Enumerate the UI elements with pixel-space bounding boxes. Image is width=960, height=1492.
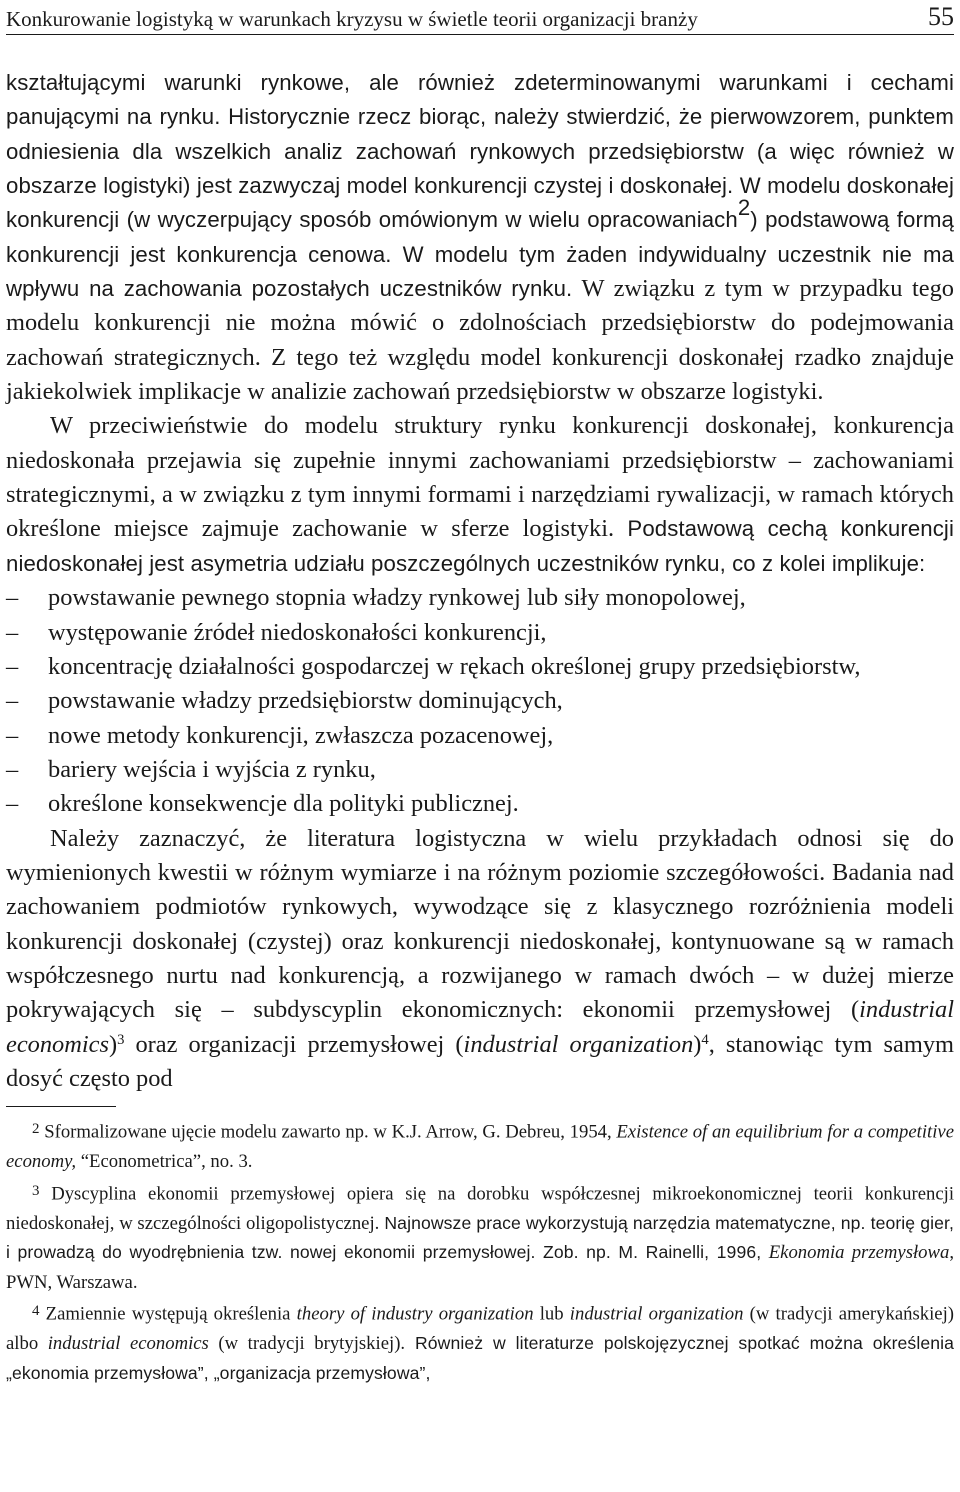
footnotes: [6, 1115, 954, 1388]
list-item: – koncentrację działalności gospodarczej w rękach określonej grupy przedsiębiorstw,: [6, 650, 954, 684]
paragraph-1: [6, 66, 954, 409]
footnote-4-part-b: lub: [533, 1303, 570, 1325]
footnote-2: [6, 1115, 954, 1176]
footnote-2-part-b: “Econometrica”, no. 3.: [76, 1151, 253, 1173]
page-number: 55: [928, 2, 954, 31]
paragraph-2-part-b: Podstawową cechą konkurencji niedoskonałej jest asymetria udziału poszczególnych uczestników rynku, co z kolei implikuje:: [6, 516, 954, 576]
page: [6, 0, 954, 1388]
footnote-4: [6, 1297, 954, 1388]
footnote-3-title: Ekonomia przemysłowa: [768, 1242, 950, 1264]
main-text: [6, 66, 954, 1096]
running-title: Konkurowanie logistyką w warunkach kryzysu w świetle teorii organizacji branży: [6, 7, 698, 31]
running-header: [6, 0, 954, 35]
list-item: – powstawanie pewnego stopnia władzy rynkowej lub siły monopolowej,: [6, 581, 954, 615]
list-item: – nowe metody konkurencji, zwłaszcza pozacenowej,: [6, 719, 954, 753]
footnote-ref-2: 2: [737, 195, 751, 221]
footnote-4-part-c: (w tradycji amerykańskiej) albo: [6, 1303, 954, 1355]
paragraph-3-part-b: ): [108, 1030, 118, 1058]
paragraph-2: [6, 409, 954, 581]
footnote-4-part-d: (w tradycji brytyjskiej).: [208, 1333, 406, 1355]
footnote-ref-3: 3: [117, 1031, 125, 1048]
paragraph-1-part-b: ) podstawową formą konkurencji jest konkurencja cenowa. W modelu tym żaden indywidualny uczestnik nie ma wpływu na zachowania pozostałych uczestników rynku.: [6, 207, 954, 302]
paragraph-3-part-a: Należy zaznaczyć, że literatura logistyczna w wielu przykładach odnosi się do wymienionych kwestii w różnym wymiarze i na różnym poziomie szczegółowości. Badania nad zachowaniem podmiotów rynkowych, wywodzące się z klasycznego rozróżnienia modeli konkurencji doskonałej (czystej) oraz konkurencji niedoskonałej, kontynuowane są w ramach współczesnego nurtu nad konkurencją, a rozwijanego w ramach dwóch – w dużej mierze pokrywających się – subdyscyplin ekonomicznych: ekonomii przemysłowej (: [6, 824, 954, 1024]
footnote-2-part-a: Sformalizowane ujęcie modelu zawarto np. w K.J. Arrow, G. Debreu, 1954,: [44, 1121, 617, 1143]
paragraph-3-part-c: oraz organizacji przemysłowej (: [124, 1030, 464, 1058]
footnote-number: 4: [32, 1303, 40, 1320]
footnote-rule: [6, 1106, 116, 1107]
footnote-ref-4: 4: [701, 1031, 709, 1048]
footnote-number: 2: [32, 1121, 40, 1138]
footnote-3-part-c: , PWN, Warszawa.: [6, 1242, 954, 1293]
paragraph-3-part-e: , stanowiąc tym samym dosyć często pod: [6, 1030, 954, 1092]
paragraph-2-part-a: W przeciwieństwie do modelu struktury rynku konkurencji doskonałej, konkurencja niedoskonała przejawia się zupełnie innymi zachowaniami przedsiębiorstw – zachowaniami strategicznymi, a w związku z tym innymi formami i narzędziami rywalizacji, w ramach których określone miejsce zajmuje zachowanie w sferze logistyki.: [6, 412, 954, 543]
paragraph-3-part-d: ): [693, 1030, 702, 1058]
footnote-2-title: Existence of an equilibrium for a competitive economy,: [6, 1121, 954, 1173]
implications-list: [6, 581, 954, 821]
paragraph-1-part-c: W związku z tym w przypadku tego modelu konkurencji nie można mówić o zdolnościach przedsiębiorstw do podejmowania zachowań strategicznych. Z tego też względu model konkurencji doskonałej rzadko znajduje jakiekolwiek implikacje w analizie zachowań przedsiębiorstw w obszarze logistyki.: [6, 275, 954, 406]
list-item: – bariery wejścia i wyjścia z rynku,: [6, 753, 954, 787]
paragraph-1-part-a: kształtującymi warunki rynkowe, ale również zdeterminowanymi warunkami i cechami panującymi na rynku. Historycznie rzecz biorąc, należy stwierdzić, że pierwowzorem, punktem odniesienia dla wszelkich analiz zachowań rynkowych przedsiębiorstw (a więc również w obszarze logistyki) jest zazwyczaj model konkurencji czystej i doskonałej. W modelu doskonałej konkurencji (w wyczerpujący sposób omówionym w wielu opracowaniach: [6, 70, 954, 233]
term-industrial-economics: industrial economics: [6, 996, 954, 1058]
footnote-4-term-1: theory of industry organization: [296, 1303, 534, 1325]
footnote-4-term-2: industrial organization: [569, 1303, 744, 1325]
footnote-4-part-e: Również w literaturze polskojęzycznej spotkać można określenia „ekonomia przemysłowa”, „organizacja przemysłowa”,: [6, 1333, 954, 1383]
list-item: – powstawanie władzy przedsiębiorstw dominujących,: [6, 684, 954, 718]
footnote-number: 3: [32, 1182, 40, 1199]
term-industrial-organization: industrial organization: [463, 1030, 694, 1058]
list-item: – występowanie źródeł niedoskonałości konkurencji,: [6, 616, 954, 650]
footnote-4-term-3: industrial economics: [47, 1333, 209, 1355]
footnote-3-part-a: Dyscyplina ekonomii przemysłowej opiera się na dorobku współczesnej mikroekonomicznej teorii konkurencji niedoskonałej, w szczególności oligopolistycznej.: [6, 1183, 955, 1234]
footnote-4-part-a: Zamiennie występują określenia: [45, 1303, 297, 1325]
list-item: – określone konsekwencje dla polityki publicznej.: [6, 787, 954, 821]
footnote-3: [6, 1177, 954, 1297]
footnote-3-part-b: Najnowsze prace wykorzystują narzędzia matematyczne, np. teorię gier, i prowadzą do wyodrębnienia tzw. nowej ekonomii przemysłowej. Zob. np. M. Rainelli, 1996,: [6, 1212, 954, 1263]
paragraph-3: [6, 822, 954, 1097]
